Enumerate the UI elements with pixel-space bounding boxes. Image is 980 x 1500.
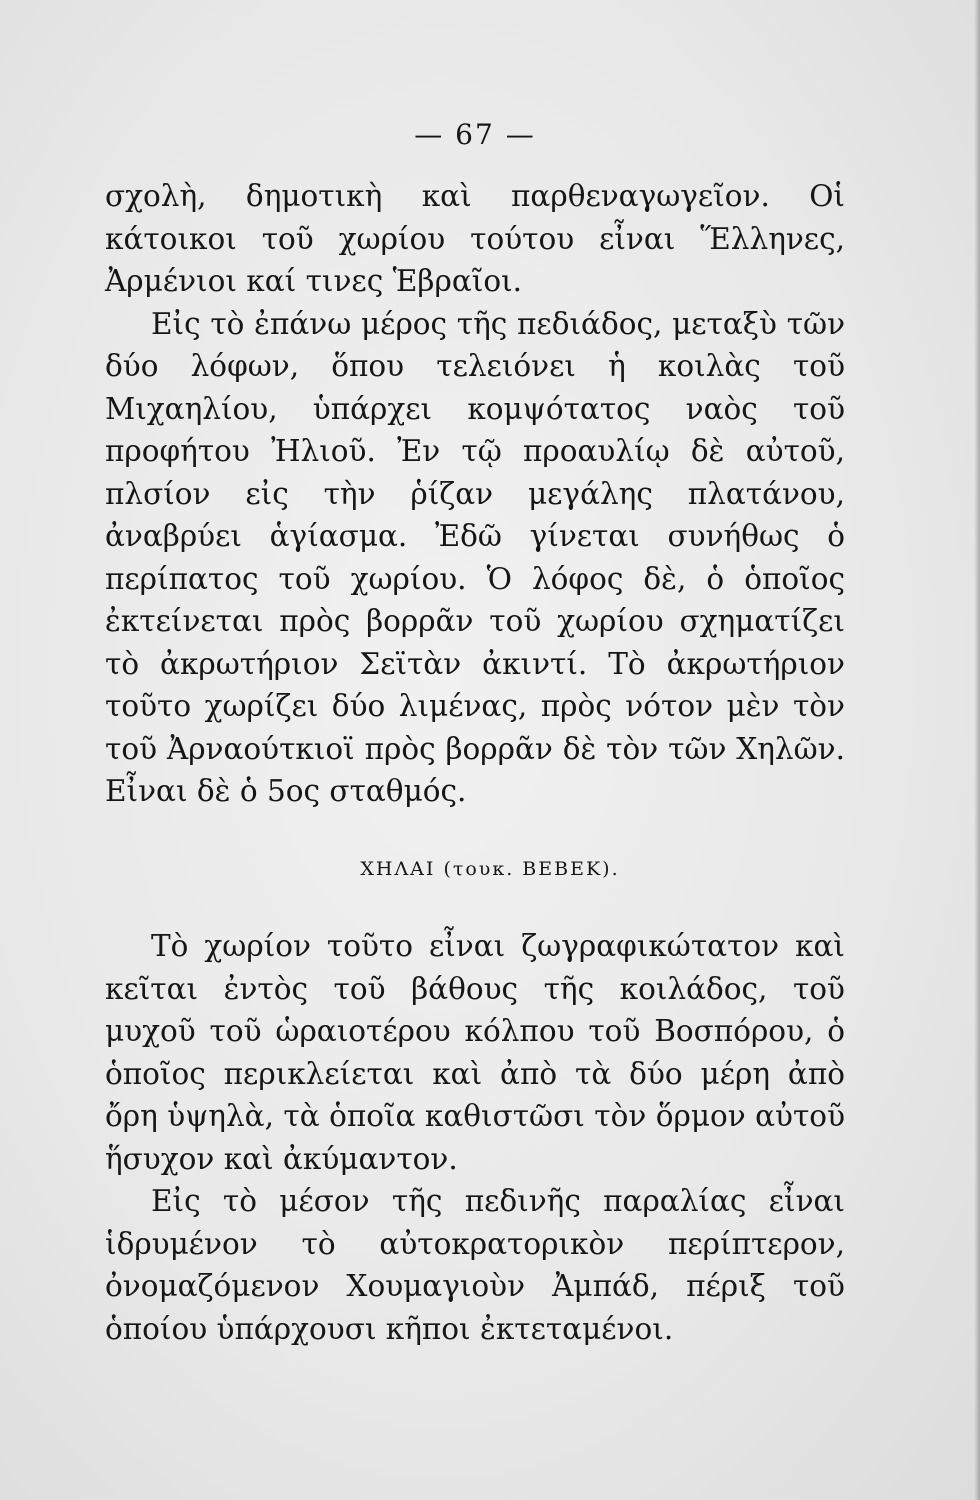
page-number: — 67 — — [414, 118, 536, 151]
paragraph-prophet-elias: Εἰς τὸ ἐπάνω μέρος τῆς πεδιάδος, μεταξὺ τῶν δύο λόφων, ὅπου τελειόνει ἡ κοιλὰς τοῦ Μιχαηλίου, ὑπάρχει κομψότατος ναὸς τοῦ προφήτου Ἠλιοῦ. Ἐν τῷ προαυλίῳ δὲ αὐτοῦ, πλσίον εἰς τὴν ῥίζαν μεγάλης πλατάνου, ἀναβρύει ἁγίασμα. Ἐδῶ γίνεται συνήθως ὁ περίπατος τοῦ χωρίου. Ὁ λόφος δὲ, ὁ ὁποῖος ἐκτείνεται πρὸς βορρᾶν τοῦ χωρίου σχηματίζει τὸ ἀκρωτήριον Σεϊτὰν ἀκιντί. Τὸ ἀκρωτήριον τοῦτο χωρίζει δύο λιμένας, πρὸς νότον μὲν τὸν τοῦ Ἀρναούτκιοϊ πρὸς βορρᾶν δὲ τὸν τῶν Χηλῶν. Εἶναι δὲ ὁ 5ος σταθμός. — [105, 306, 845, 808]
section-heading: ΧΗΛΑΙ (τουκ. ΒΕΒΕΚ). — [360, 858, 620, 880]
paragraph-continuation: σχολὴ, δημοτικὴ καὶ παρθεναγωγεῖον. Οἱ κάτοικοι τοῦ χωρίου τούτου εἶναι Ἕλληνες, Ἀρμένιοι καί τινες Ἑβραῖοι. — [105, 179, 845, 298]
text-block-top — [105, 175, 845, 813]
text-block-bottom — [105, 925, 845, 1350]
paragraph-imperial-pavilion: Εἰς τὸ μέσον τῆς πεδινῆς παραλίας εἶναι ἱδρυμένον τὸ αὐτοκρατορικὸν περίπτερον, ὀνομαζόμενον Χουμαγιοὺν Ἀμπάδ, πέριξ τοῦ ὁποίου ὑπάρχουσι κῆποι ἐκτεταμένοι. — [105, 1184, 845, 1346]
paragraph-village-description: Τὸ χωρίον τοῦτο εἶναι ζωγραφικώτατον καὶ κεῖται ἐντὸς τοῦ βάθους τῆς κοιλάδος, τοῦ μυχοῦ τοῦ ὡραιοτέρου κόλπου τοῦ Βοσπόρου, ὁ ὁποῖος περικλείεται καὶ ἀπὸ τὰ δύο μέρη ἀπὸ ὄρη ὑψηλὰ, τὰ ὁποῖα καθιστῶσι τὸν ὅρμον αὐτοῦ ἥσυχον καὶ ἀκύμαντον. — [105, 929, 845, 1176]
page-edge-shadow — [974, 0, 980, 1500]
